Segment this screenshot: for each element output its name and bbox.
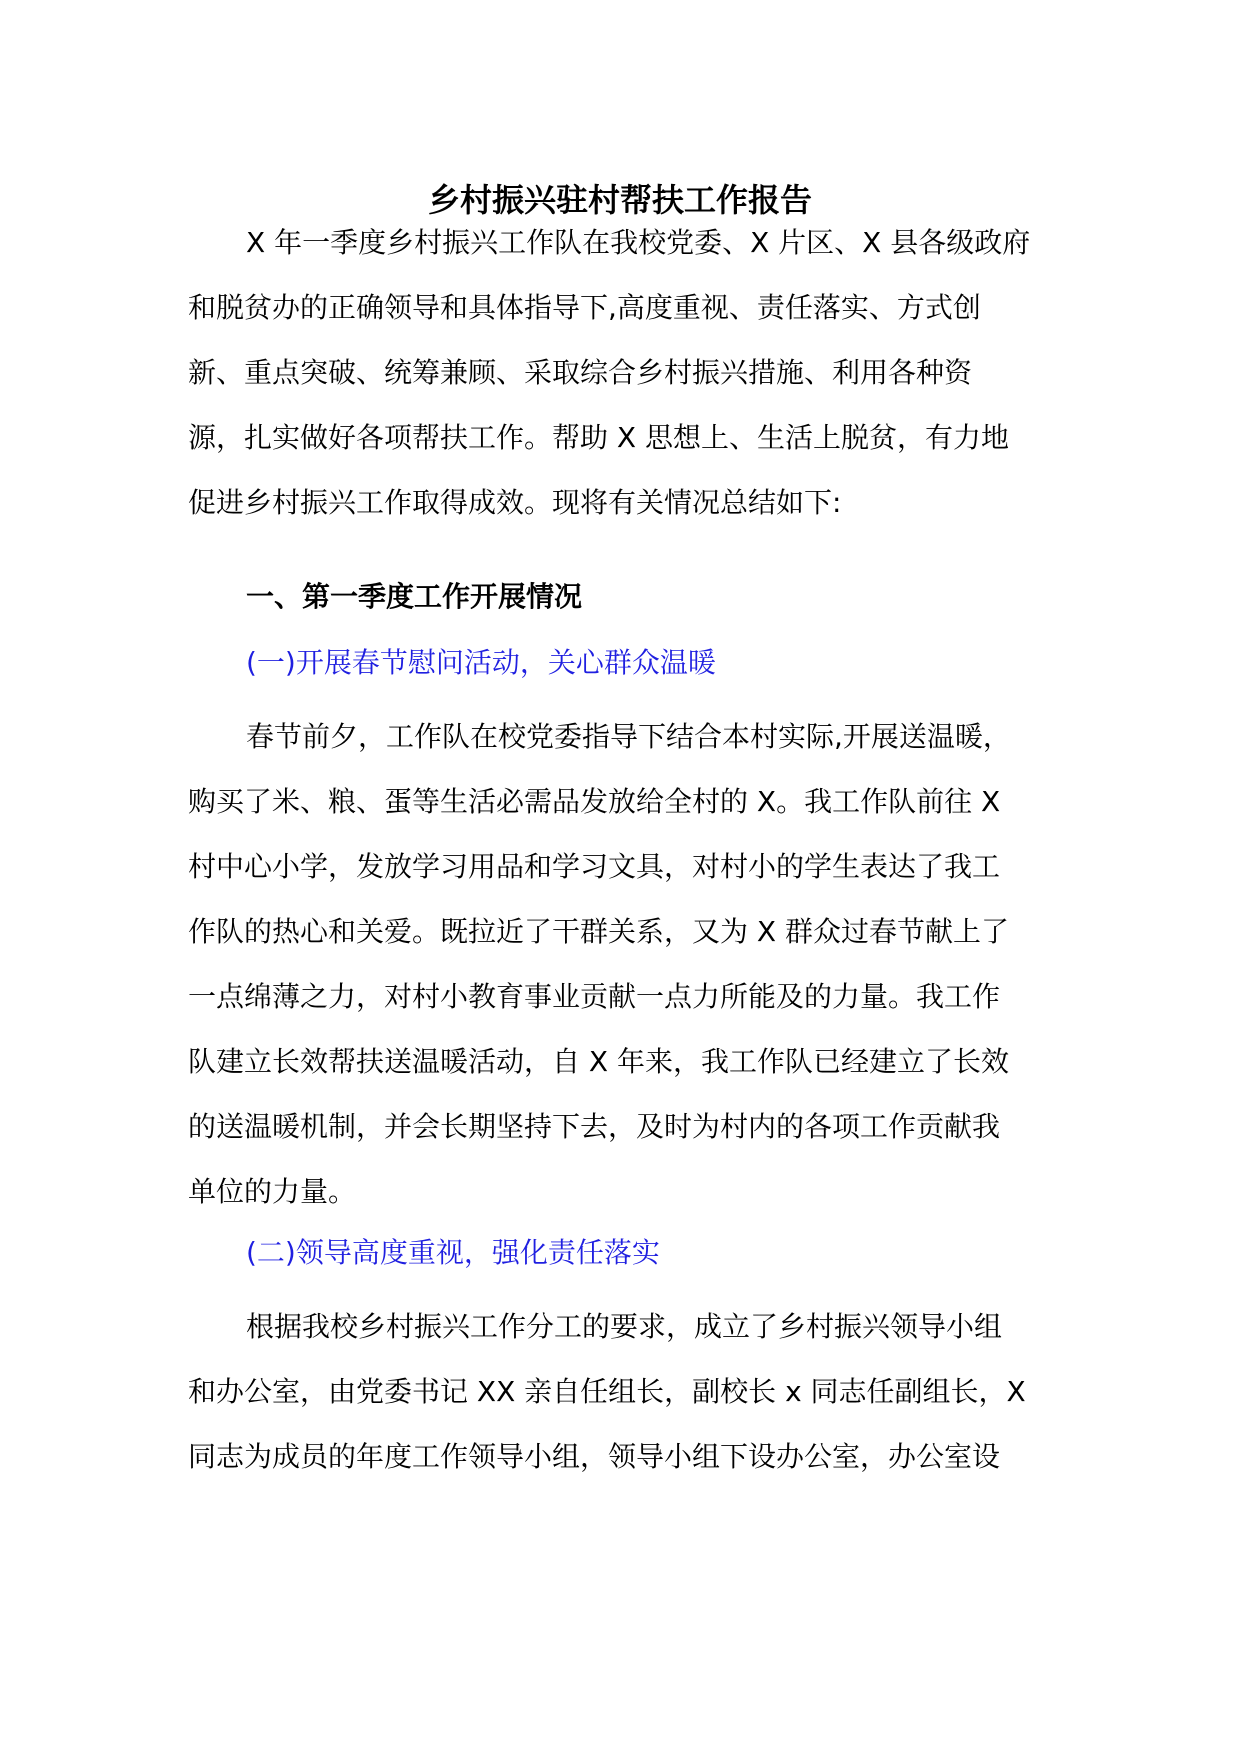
subsection-heading-1: (一)开展春节慰问活动，关心群众温暖 bbox=[246, 646, 716, 679]
paragraph-line: 的送温暖机制，并会长期坚持下去，及时为村内的各项工作贡献我 bbox=[188, 1110, 1001, 1143]
paragraph-line: 根据我校乡村振兴工作分工的要求，成立了乡村振兴领导小组 bbox=[246, 1310, 1003, 1343]
intro-paragraph bbox=[188, 210, 1068, 535]
paragraph-line: 同志为成员的年度工作领导小组，领导小组下设办公室，办公室设 bbox=[188, 1440, 1001, 1473]
paragraph-line: 单位的力量。 bbox=[188, 1175, 357, 1208]
paragraph-line: 和脱贫办的正确领导和具体指导下,高度重视、责任落实、方式创 bbox=[188, 291, 981, 324]
subsection-1-paragraph bbox=[188, 704, 1068, 1224]
paragraph-line: 新、重点突破、统筹兼顾、采取综合乡村振兴措施、利用各种资 bbox=[188, 356, 973, 389]
paragraph-line: 村中心小学，发放学习用品和学习文具，对村小的学生表达了我工 bbox=[188, 850, 1001, 883]
subsection-2-paragraph bbox=[188, 1294, 1068, 1489]
paragraph-line: 队建立长效帮扶送温暖活动，自 X 年来，我工作队已经建立了长效 bbox=[188, 1045, 1009, 1078]
paragraph-line: 购买了米、粮、蛋等生活必需品发放给全村的 X。我工作队前往 X bbox=[188, 785, 1001, 818]
section-heading: 一、第一季度工作开展情况 bbox=[246, 580, 583, 613]
paragraph-line: 和办公室，由党委书记 XX 亲自任组长，副校长 x 同志任副组长，X bbox=[188, 1375, 1026, 1408]
paragraph-line: X 年一季度乡村振兴工作队在我校党委、X 片区、X 县各级政府 bbox=[246, 226, 1031, 259]
paragraph-line: 促进乡村振兴工作取得成效。现将有关情况总结如下: bbox=[188, 486, 842, 519]
subsection-heading-2: (二)领导高度重视，强化责任落实 bbox=[246, 1236, 660, 1269]
paragraph-line: 春节前夕，工作队在校党委指导下结合本村实际,开展送温暖， bbox=[246, 720, 1011, 753]
paragraph-line: 一点绵薄之力，对村小教育事业贡献一点力所能及的力量。我工作 bbox=[188, 980, 1001, 1013]
paragraph-line: 源，扎实做好各项帮扶工作。帮助 X 思想上、生活上脱贫，有力地 bbox=[188, 421, 1009, 454]
document-title: 乡村振兴驻村帮扶工作报告 bbox=[427, 181, 812, 219]
paragraph-line: 作队的热心和关爱。既拉近了干群关系，又为 X 群众过春节献上了 bbox=[188, 915, 1009, 948]
